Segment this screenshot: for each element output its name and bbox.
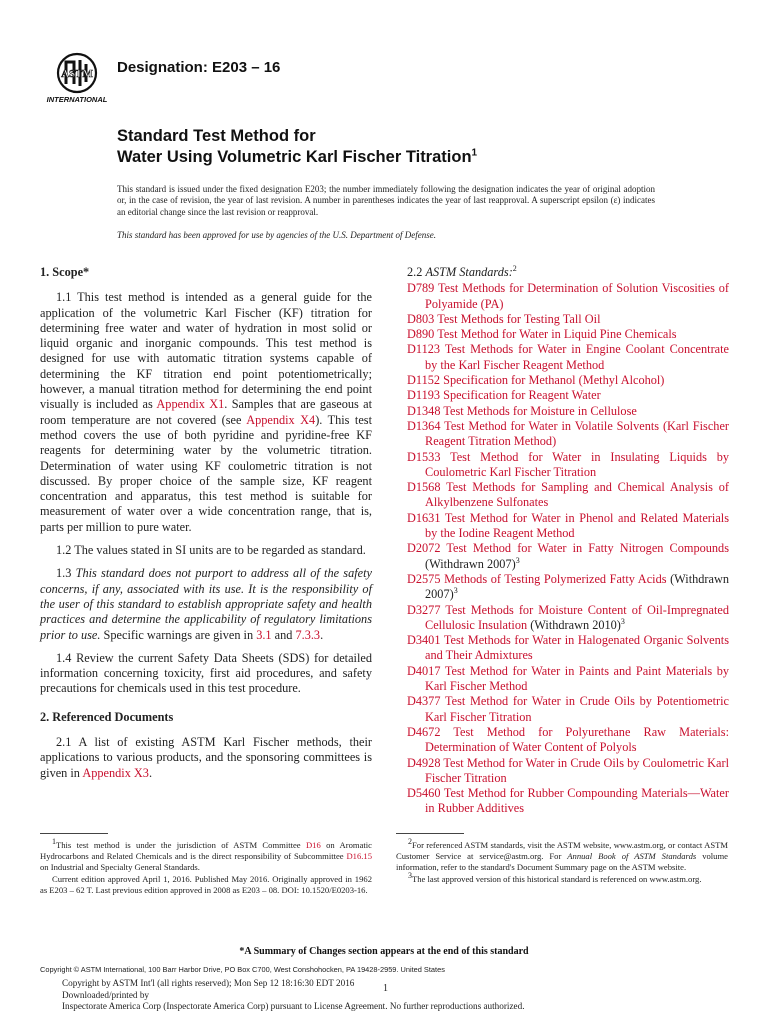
standard-title-link[interactable]: Test Methods for Moisture in Cellulose (443, 403, 637, 418)
standard-title-link[interactable]: Test Method for Water in Crude Oils by Potentiometric Karl Fischer Titration (425, 694, 729, 724)
intro-paragraph: This standard is issued under the fixed designation E203; the number immediately following the designation indicates the year of original adoption or, in the case of revision, the year of last revision. A number in parentheses indicates the year of last reapproval. A superscript epsilon (ε) indicates an editorial change since the last revision or reapproval. (117, 184, 655, 217)
logo-subtext: INTERNATIONAL (46, 95, 108, 104)
standard-code-link[interactable]: D2072 (407, 541, 441, 556)
standard-item (407, 388, 729, 403)
standard-item (407, 281, 729, 312)
referenced-documents-heading: 2. Referenced Documents (40, 709, 174, 724)
standard-item (407, 541, 729, 572)
document-title (117, 126, 477, 168)
standard-note: (Withdrawn 2007) (425, 571, 729, 602)
download-line-2: Downloaded/printed by (62, 989, 150, 1000)
standard-item (407, 633, 729, 664)
standard-title-link[interactable]: Test Method for Water in Crude Oils by Coulometric Karl Fischer Titration (425, 755, 729, 785)
standard-item (407, 342, 729, 373)
standard-title-link[interactable]: Test Methods for Sampling and Chemical Analysis of Alkylbenzene Sulfonates (425, 480, 729, 510)
standard-title-link[interactable]: Test Methods for Testing Tall Oil (437, 311, 601, 326)
title-line-2-text: Water Using Volumetric Karl Fischer Titration (117, 148, 472, 166)
standard-item (407, 327, 729, 342)
designation: Designation: E203 – 16 (117, 59, 281, 76)
standard-code-link[interactable]: D1364 (407, 418, 441, 433)
standard-code-link[interactable]: D3401 (407, 633, 441, 648)
standard-code-link[interactable]: D890 (407, 327, 435, 342)
title-line-2 (117, 147, 477, 168)
standard-code-link[interactable]: D1533 (407, 449, 441, 464)
scope-heading: 1. Scope* (40, 265, 90, 279)
standard-code-link[interactable]: D789 (407, 281, 435, 296)
footnotes-right (396, 837, 728, 885)
appendix-x4-link[interactable]: Appendix X4 (246, 412, 316, 427)
astm-standards-heading: 2.2 ASTM Standards:$^2$ (407, 263, 517, 279)
standard-code-link[interactable]: D803 (407, 311, 435, 326)
standard-item (407, 572, 729, 603)
standard-item (407, 786, 729, 817)
left-column (40, 265, 372, 789)
download-stamp (62, 978, 742, 1013)
footnote-1: $^1$This test method is under the jurisdiction of ASTM Committee D16 on Aromatic Hydrocarbons and Related Chemicals and is the direct responsibility of Subcommittee D16.15 on Industrial and Specialty General Standards. (40, 837, 372, 873)
standard-code-link[interactable]: D4928 (407, 755, 441, 770)
appendix-x1-link[interactable]: Appendix X1 (156, 397, 225, 412)
standard-item (407, 694, 729, 725)
standard-code-link[interactable]: D1152 (407, 373, 441, 388)
standard-code-link[interactable]: D4017 (407, 663, 441, 678)
footnote-1-edition: Current edition approved April 1, 2016. Published May 2016. Originally approved in 1962 as E203 – 62 T. Last previous edition approved in 2008 as E203 – 08. DOI: 10.1520/E0203-16. (40, 873, 372, 895)
standard-item (407, 373, 729, 388)
standard-title-link[interactable]: Test Methods for Water in Engine Coolant Concentrate by the Karl Fischer Reagent Method (425, 342, 730, 372)
standard-title-link[interactable]: Test Method for Rubber Compounding Materials—Water in Rubber Additives (425, 786, 729, 816)
standard-code-link[interactable]: D2575 (407, 571, 441, 586)
standard-title-link[interactable]: Test Methods for Moisture Content of Oil-Impregnated Cellulosic Insulation (425, 602, 729, 632)
summary-of-changes-note: *A Summary of Changes section appears at the end of this standard (239, 946, 529, 957)
standard-item (407, 480, 729, 511)
scope-1-4: 1.4 Review the current Safety Data Sheets (SDS) for detailed information concerning toxicity, first aid procedures, and safety precautions for chemicals used in this test procedure. (40, 650, 372, 696)
scope-1-2: 1.2 The values stated in SI units are to be regarded as standard. (56, 543, 366, 558)
standard-title-link[interactable]: Specification for Methanol (Methyl Alcohol) (443, 373, 665, 388)
standard-code-link[interactable]: D5460 (407, 786, 441, 801)
standard-title-link[interactable]: Test Method for Water in Volatile Solvents (Karl Fischer Reagent Titration Method) (425, 418, 729, 449)
standard-title-link[interactable]: Test Method for Water in Fatty Nitrogen Compounds (446, 541, 729, 556)
standard-code-link[interactable]: D4672 (407, 724, 441, 739)
standard-title-link[interactable]: Specification for Reagent Water (443, 388, 601, 403)
standard-item (407, 756, 729, 787)
standard-item (407, 511, 729, 542)
page-number: 1 (383, 983, 388, 994)
standard-note: (Withdrawn 2010) (527, 617, 621, 632)
standard-code-link[interactable]: D3277 (407, 602, 441, 617)
standard-title-link[interactable]: Test Method for Water in Insulating Liquids by Coulometric Karl Fischer Titration (425, 449, 729, 479)
footnote-2: $^2$For referenced ASTM standards, visit the ASTM website, www.astm.org, or contact ASTM Customer Service at service@astm.org. For Annual Book of ASTM Standards volume information, refer to the standard's Document Summary page on the ASTM website. (396, 837, 728, 873)
standard-code-link[interactable]: D1631 (407, 510, 441, 525)
title-footnote-mark: 1 (471, 147, 478, 159)
standard-title-link[interactable]: Test Methods for Water in Halogenated Organic Solvents and Their Admixtures (425, 633, 729, 663)
standard-item (407, 450, 729, 481)
footnote-3: $^3$The last approved version of this historical standard is referenced on www.astm.org. (408, 870, 702, 884)
standard-title-link[interactable]: Test Method for Polyurethane Raw Materials: Determination of Water Content of Polyols (425, 724, 729, 755)
right-column (407, 265, 729, 817)
standard-item (407, 664, 729, 695)
download-line-3: Inspectorate America Corp (Inspectorate America Corp) pursuant to License Agreement. No further reproductions authorized. (62, 1001, 525, 1011)
standard-note: (Withdrawn 2007) (425, 556, 516, 571)
copyright-line: Copyright © ASTM International, 100 Barr Harbor Drive, PO Box C700, West Conshohocken, PA 19428-2959. United States (40, 965, 445, 974)
standard-title-link[interactable]: Methods of Testing Polymerized Fatty Acids (444, 571, 667, 586)
standard-code-link[interactable]: D1348 (407, 403, 441, 418)
standard-item (407, 419, 729, 450)
standard-title-link[interactable]: Test Methods for Determination of Solution Viscosities of Polyamide (PA) (425, 281, 729, 311)
standard-item (407, 725, 729, 756)
footnote-rule-right (396, 833, 464, 834)
astm-logo (44, 52, 110, 104)
footnotes-left (40, 837, 372, 896)
standards-list (407, 281, 729, 816)
appendix-x3-link[interactable]: Appendix X3 (82, 765, 149, 780)
scope-1-3: 1.3 This standard does not purport to address all of the safety concerns, if any, associated with its use. It is the responsibility of the user of this standard to establish appropriate safety and health practices and determine the applicability of regulatory limitations prior to use. Specific warnings are given in 3.1 and 7.3.3. (40, 566, 372, 642)
title-line-1: Standard Test Method for (117, 127, 316, 145)
standard-footnote-mark: 3 (453, 586, 458, 596)
standard-code-link[interactable]: D1193 (407, 388, 441, 403)
logo-text: ASTM (61, 68, 93, 80)
standard-title-link[interactable]: Test Method for Water in Paints and Paint Materials by Karl Fischer Method (425, 663, 729, 694)
standard-title-link[interactable]: Test Method for Water in Phenol and Related Materials by the Iodine Reagent Method (425, 510, 729, 541)
standard-item (407, 404, 729, 419)
download-line-1: Copyright by ASTM Int'l (all rights reserved); Mon Sep 12 18:16:30 EDT 2016 (62, 978, 355, 988)
d16-15-link[interactable]: D16.15 (346, 851, 372, 862)
standard-item (407, 312, 729, 327)
section-7-3-3-link[interactable]: 7.3.3 (295, 627, 321, 642)
standard-footnote-mark: 3 (515, 555, 520, 565)
standard-item (407, 603, 729, 634)
section-3-1-link[interactable]: 3.1 (256, 627, 272, 642)
standard-code-link[interactable]: D4377 (407, 694, 441, 709)
standard-code-link[interactable]: D1123 (407, 342, 441, 357)
footnote-rule-left (40, 833, 108, 834)
standard-title-link[interactable]: Test Method for Water in Liquid Pine Chemicals (437, 327, 677, 342)
d16-link[interactable]: D16 (305, 840, 321, 850)
referenced-2-1: 2.1 A list of existing ASTM Karl Fischer methods, their applications to various products, and the sponsoring committees is given in Appendix X3. (40, 735, 372, 780)
scope-1-1: 1.1 This test method is intended as a general guide for the application of the volumetric Karl Fischer (KF) titration for determining free water and water of hydration in most solid or liquid organic and inorganic compounds. This test method is designed for use with automatic titration systems capable of determining the KF titration end point potentiometrically; however, a manual titration method for determining the end point visually is included as Appendix X1. Samples that are gaseous at room temperature are not covered (see Appendix X4). This test method covers the use of both pyridine and pyridine-free KF reagents for determining water by the volumetric titration. Determination of water using KF coulometric titration is not discussed. By proper choice of the sample size, KF reagent concentration and apparatus, this test method is suitable for measurement of water over a wide concentration range, that is, parts per million to pure water. (40, 290, 372, 534)
standard-code-link[interactable]: D1568 (407, 480, 441, 495)
standard-footnote-mark: 3 (620, 616, 625, 626)
dod-note: This standard has been approved for use by agencies of the U.S. Department of Defense. (117, 230, 437, 240)
